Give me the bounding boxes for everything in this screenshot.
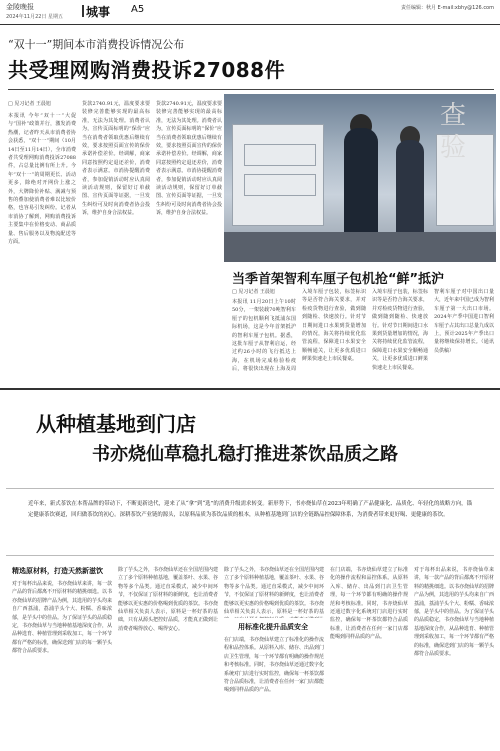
headline-rule [8,89,494,90]
photo-story-col3: 入境车厘子包装，标签标识等是否符合海关要求，并对检疫货物进行查验，做到随到随检、快速放行。针对节日期间进口水果到货量增加的情况，海关将持续优化监管流程，保障进口水果安全顺畅通关，让更多优质进口鲜果快速走上市民餐桌。 [372,289,428,371]
photo-story-byline: □ 见习记者 王晨旭 [232,289,275,295]
story1-col2: 货款2740.91元，温度要求要装修完善能够实现的最高标准，无法为其处理。消费者认为，宣传页面标明的“保价”应当在消费者领取优惠后继续有效，要求按照页面宣传的保价承诺补偿差价。经调解，商家同意按照约定退还差价，消费者表示满意。市消协提醒消费者，参加促销活动时应认真阅读活动规则，保留好订单截图、宣传页面等证据，一旦发生纠纷可及时向消费者协会投诉，维护自身合法权益。 [82,101,150,217]
photo-story-col2: 入境车厘子包装，标签标识等是否符合海关要求，并对检疫货物进行查验，做到随到随检、快速放行。针对节日期间进口水果到货量增加的情况，海关将持续优化监管流程，保障进口水果安全顺畅通关，让更多优质进口鲜果快速走上市民餐桌。 [302,289,366,363]
story2-col3: 在门店端，书亦烧仙草建立了标准化的操作流程和品控体系。从原料入库、储存、出品到门店卫生管理，每一个环节都有明确的操作规范和考核标准。同时，书亦烧仙草还通过数字化系统对门店进行实时监控，确保每一杯茶饮都符合品质标准，让消费者在任何一家门店都能喝到同样品质的产品。 [224,637,324,694]
story1-byline: □ 见习记者 王晨旭 [8,101,51,107]
section-name: 城事 [86,5,111,19]
story-divider [0,388,500,390]
photo-story-col1: 本报讯 11月20日上午10时50分，一架装载70吨智利车厘子的包机顺利飞抵浦东国际机场，这是今年首架抵沪的智利车厘子包机。据悉，这批车厘子从智利启运，经过约26小时的飞行抵达上海，在机场完成检验检疫后，将很快出现在上海及周 [232,299,296,372]
editor-line: 责任编辑：秋月 E-mail:xbhy@126.com [400,5,494,11]
story2-col5: 对于每杯出品来说，书亦烧仙草来讲，每一款产品的背后都离不开原材料的精挑细选。以书亦烧仙草的招牌产品为例，其选用的芋头均来自广西荔浦，荔浦芋头个大、粉糯、香味浓郁，是芋头中的佳品。为了保证芋头的品质稳定，书亦烧仙草与当地种植基地深度合作，从品种选育、种植管理到采收加工，每一个环节都有严格的标准，确保送到门店的每一颗芋头都符合品质要求。 [414,567,494,658]
story2-subhead-2: 用标准化提升品质安全 [238,623,308,631]
story1-col1: 本报讯 今年“双十一”大促与“国补”政策并行，激发消费热潮，记者昨天从市消费者协会获悉，“双十一”期间（10月14日至11月14日），全市消费者共受理网购消费投诉27088件，占总量比例有所上升。今年“双十一”的周期更长、活动更多，除绝对开网价上涨之外，大牌降价补贴、满减与预售的叠加使消费者难以比较价格，也容易引发纠纷。记者从市消协了解到，网购消费投诉主要集中在价格变动、商品质量、售后服务以及物流配送等方面。 [8,113,76,246]
story2-lead-box [6,488,494,556]
page-number: A5 [131,4,145,15]
story2-headline-top: 从种植基地到门店 [36,412,196,436]
story1-kicker: “双十一”期间本市消费投诉情况公布 [8,38,185,51]
story2-headline-main: 书亦烧仙草稳扎稳打推进茶饮品质之路 [92,444,398,465]
story2-subhead-1: 精选原材料，打造天然新滋饮 [12,567,103,575]
photo-story-headline: 当季首架智利车厘子包机抢“鲜”抵沪 [232,272,445,287]
story2-col4: 在门店端，书亦烧仙草建立了标准化的操作流程和品控体系。从原料入库、储存、出品到门店卫生管理，每一个环节都有明确的操作规范和考核标准。同时，书亦烧仙草还通过数字化系统对门店进行实时监控，确保每一杯茶饮都符合品质标准，让消费者在任何一家门店都能喝到同样品质的产品。 [330,567,408,641]
inspection-stamp-watermark: 查验 [440,101,467,163]
story2-col3-top: 除了芋头之外，书亦烧仙草还在全国范围内建立了多个原料种植基地，覆盖茶叶、水果、谷物等多个品类。通过直采模式，减少中间环节，不仅保证了原材料的新鲜度，也让消费者能够以更实惠的价格喝到优质的茶饮。书亦烧仙草相关负责人表示，原料是一杯好茶的基 [224,567,324,616]
section-divider [82,5,84,17]
story1-headline: 共受理网购消费投诉27088件 [8,58,286,82]
story1-col2b: 货款2740.91元，温度要求要装修完善能够实现的最高标准，无法为其处理。消费者认为，宣传页面标明的“保价”应当在消费者领取优惠后继续有效，要求按照页面宣传的保价承诺补偿差价。经调解，商家同意按照约定退还差价，消费者表示满意。市消协提醒消费者，参加促销活动时应认真阅读活动规则，保留好订单截图、宣传页面等证据，一旦发生纠纷可及时向消费者协会投诉，维护自身合法权益。 [156,101,222,217]
newspaper-name: 金陵晚报 [6,3,34,11]
photo-story-col4: 智利车厘子对中国出口量大，近年来中国已成为智利车厘子第一大出口市场。2024年产季中国进口智利车厘子占其出口总量九成以上，预计2025年产季出口量将继续保持增长。（通讯员供稿） [434,289,494,354]
page-header [0,0,500,25]
story2-lead: 近年来，新式茶饮在本帮品牌的带动下，不断更新迭代，迎来了从“拿”到“选”的消费升级需求转变。新形势下，书亦烧仙草在2023年明确了产品健康化、品质化、年轻化的战略方向，锚定健康茶饮赛道，回归做茶饮的初心。深耕茶饮产业链的源头，以原料品质为茶饮品质的根本，从种植基地到门店的全链路品控保障体系，为消费者带来更好喝、更健康的茶饮。 [28,501,472,518]
story2-col2: 除了芋头之外，书亦烧仙草还在全国范围内建立了多个原料种植基地，覆盖茶叶、水果、谷物等多个品类。通过直采模式，减少中间环节，不仅保证了原材料的新鲜度，也让消费者能够以更实惠的价格喝到优质的茶饮。书亦烧仙草相关负责人表示，原料是一杯好茶的基础，只有从源头把控好品质，才能真正做到让消费者喝得放心、喝得安心。 [118,567,218,632]
issue-date: 2024年11月22日 星期五 [6,14,64,20]
story2-col1: 对于每杯出品来说，书亦烧仙草来讲，每一款产品的背后都离不开原材料的精挑细选。以书亦烧仙草的招牌产品为例，其选用的芋头均来自广西荔浦，荔浦芋头个大、粉糯、香味浓郁，是芋头中的佳品。为了保证芋头的品质稳定，书亦烧仙草与当地种植基地深度合作，从品种选育、种植管理到采收加工，每一个环节都有严格的标准，确保送到门店的每一颗芋头都符合品质要求。 [12,581,112,655]
